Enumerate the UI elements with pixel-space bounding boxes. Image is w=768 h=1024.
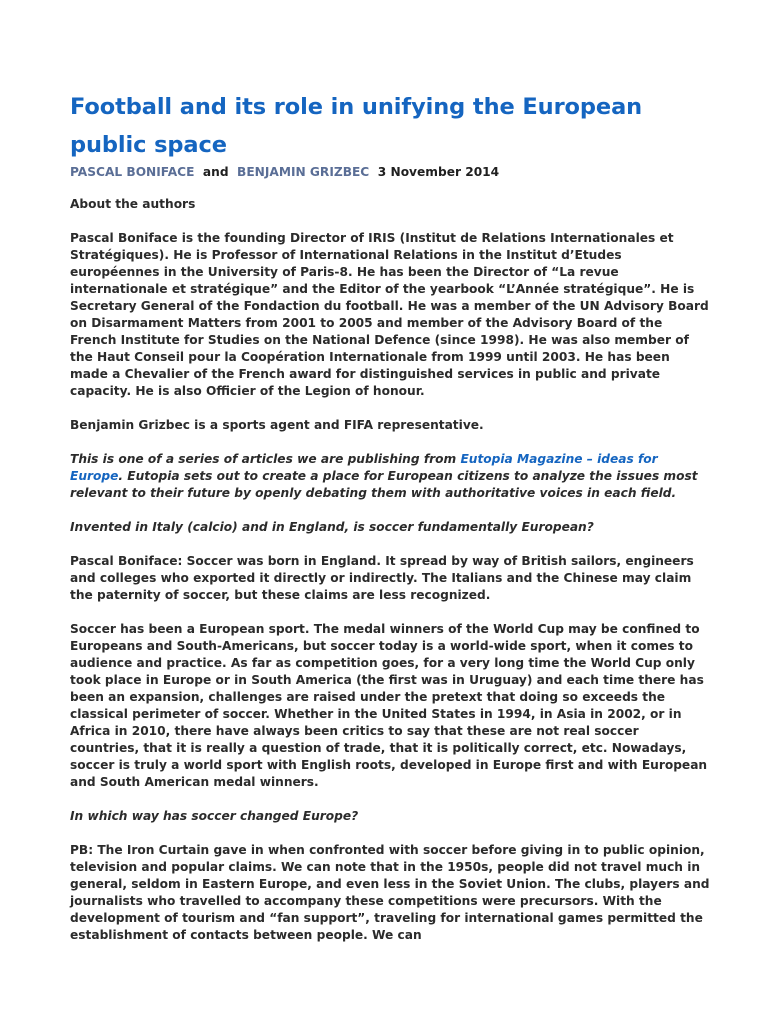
article-title: Football and its role in unifying the European public space bbox=[70, 94, 643, 158]
article bbox=[70, 88, 710, 944]
question-2: In which way has soccer changed Europe? bbox=[70, 809, 359, 823]
answer-1: Pascal Boniface: Soccer was born in England. It spread by way of British sailors, engineers and colleges who exported it directly or indirectly. The Italians and the Chinese may claim the paternity of soccer, but these claims are less recognized. bbox=[70, 554, 694, 602]
author-boniface: PASCAL BONIFACE bbox=[70, 165, 195, 179]
series-note-body: . Eutopia sets out to create a place for European citizens to analyze the issues most relevant to their future by openly debating them with authoritative voices in each field. bbox=[70, 469, 698, 500]
eutopia-link[interactable]: Eutopia Magazine – ideas for Europe bbox=[70, 452, 658, 483]
answer-2: PB: The Iron Curtain gave in when confronted with soccer before giving in to public opinion, television and popular claims. We can note that in the 1950s, people did not travel much in general, seldom in Eastern Europe, and even less in the Soviet Union. The clubs, players and journalists who travelled to accompany these competitions were precursors. With the development of tourism and “fan support”, traveling for international games permitted the establishment of contacts between people. We can bbox=[70, 843, 710, 942]
author-grizbec: BENJAMIN GRIZBEC bbox=[237, 165, 370, 179]
series-note bbox=[70, 451, 710, 502]
bio-boniface: Pascal Boniface is the founding Director of IRIS (Institut de Relations Internationales et Stratégiques). He is Professor of International Relations in the Institut d’Etudes européennes in the University of Paris-8. He has been the Director of “La revue internationale et stratégique” and the Editor of the yearbook “L’Année stratégique”. He is Secretary General of the Fondaction du football. He was a member of the UN Advisory Board on Disarmament Matters from 2001 to 2005 and member of the Advisory Board of the French Institute for Studies on the National Defence (since 1998). He was also member of the Haut Conseil pour la Coopération Internationale from 1999 until 2003. He has been made a Chevalier of the French award for distinguished services in public and private capacity. He is also Officier of the Legion of honour. bbox=[70, 231, 709, 398]
bio-grizbec: Benjamin Grizbec is a sports agent and FIFA representative. bbox=[70, 418, 484, 432]
series-note-intro: This is one of a series of articles we are publishing from bbox=[70, 452, 461, 466]
publication-date: 3 November 2014 bbox=[377, 165, 500, 179]
about-authors-heading: About the authors bbox=[70, 197, 196, 211]
byline-joiner: and bbox=[202, 165, 229, 179]
byline bbox=[70, 164, 710, 180]
answer-1-continued: Soccer has been a European sport. The medal winners of the World Cup may be confined to Europeans and South-Americans, but soccer today is a world-wide sport, when it comes to audience and practice. As far as competition goes, for a very long time the World Cup only took place in Europe or in South America (the first was in Uruguay) and each time there has been an expansion, challenges are raised under the pretext that doing so exceeds the classical perimeter of soccer. Whether in the United States in 1994, in Asia in 2002, or in Africa in 2010, there have always been critics to say that these are not real soccer countries, that it is really a question of trade, that it is politically correct, etc. Nowadays, soccer is truly a world sport with English roots, developed in Europe first and with European and South American medal winners. bbox=[70, 622, 708, 789]
question-1: Invented in Italy (calcio) and in England, is soccer fundamentally European? bbox=[70, 520, 594, 534]
